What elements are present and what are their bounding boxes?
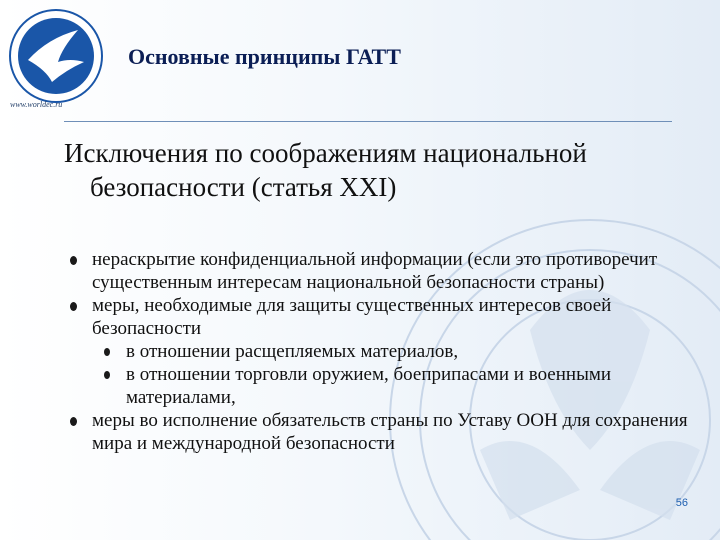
section-heading: Исключения по соображениям национальной безопасности (статья XXI): [64, 138, 587, 202]
bullet-icon: [70, 302, 77, 311]
list-item: [70, 294, 700, 340]
bullet-icon: [104, 348, 110, 356]
bullet-list: [70, 248, 700, 455]
list-item: [70, 409, 700, 455]
title-divider: [64, 121, 672, 122]
bullet-icon: [70, 417, 77, 426]
sub-list-item-text: в отношении расщепляемых материалов,: [126, 341, 459, 362]
slide-title: Основные принципы ГАТТ: [128, 44, 401, 69]
sub-list-item: [70, 340, 700, 363]
page-number: 56: [675, 497, 688, 509]
list-item: [70, 248, 700, 294]
university-logo: [8, 8, 104, 104]
sub-list-item-text: в отношении торговли оружием, боеприпасами и военными материалами,: [126, 364, 612, 408]
site-url: www.worldec.ru: [10, 100, 63, 109]
sub-list-item: [70, 363, 700, 409]
list-item-text: меры, необходимые для защиты существенных интересов своей безопасности: [92, 295, 612, 339]
list-item-text: нераскрытие конфиденциальной информации (если это противоречит существенным интересам национальной безопасности страны): [92, 249, 658, 293]
bullet-icon: [104, 371, 110, 379]
list-item-text: меры во исполнение обязательств страны по Уставу ООН для сохранения мира и международной безопасности: [92, 410, 688, 454]
bullet-icon: [70, 256, 77, 265]
